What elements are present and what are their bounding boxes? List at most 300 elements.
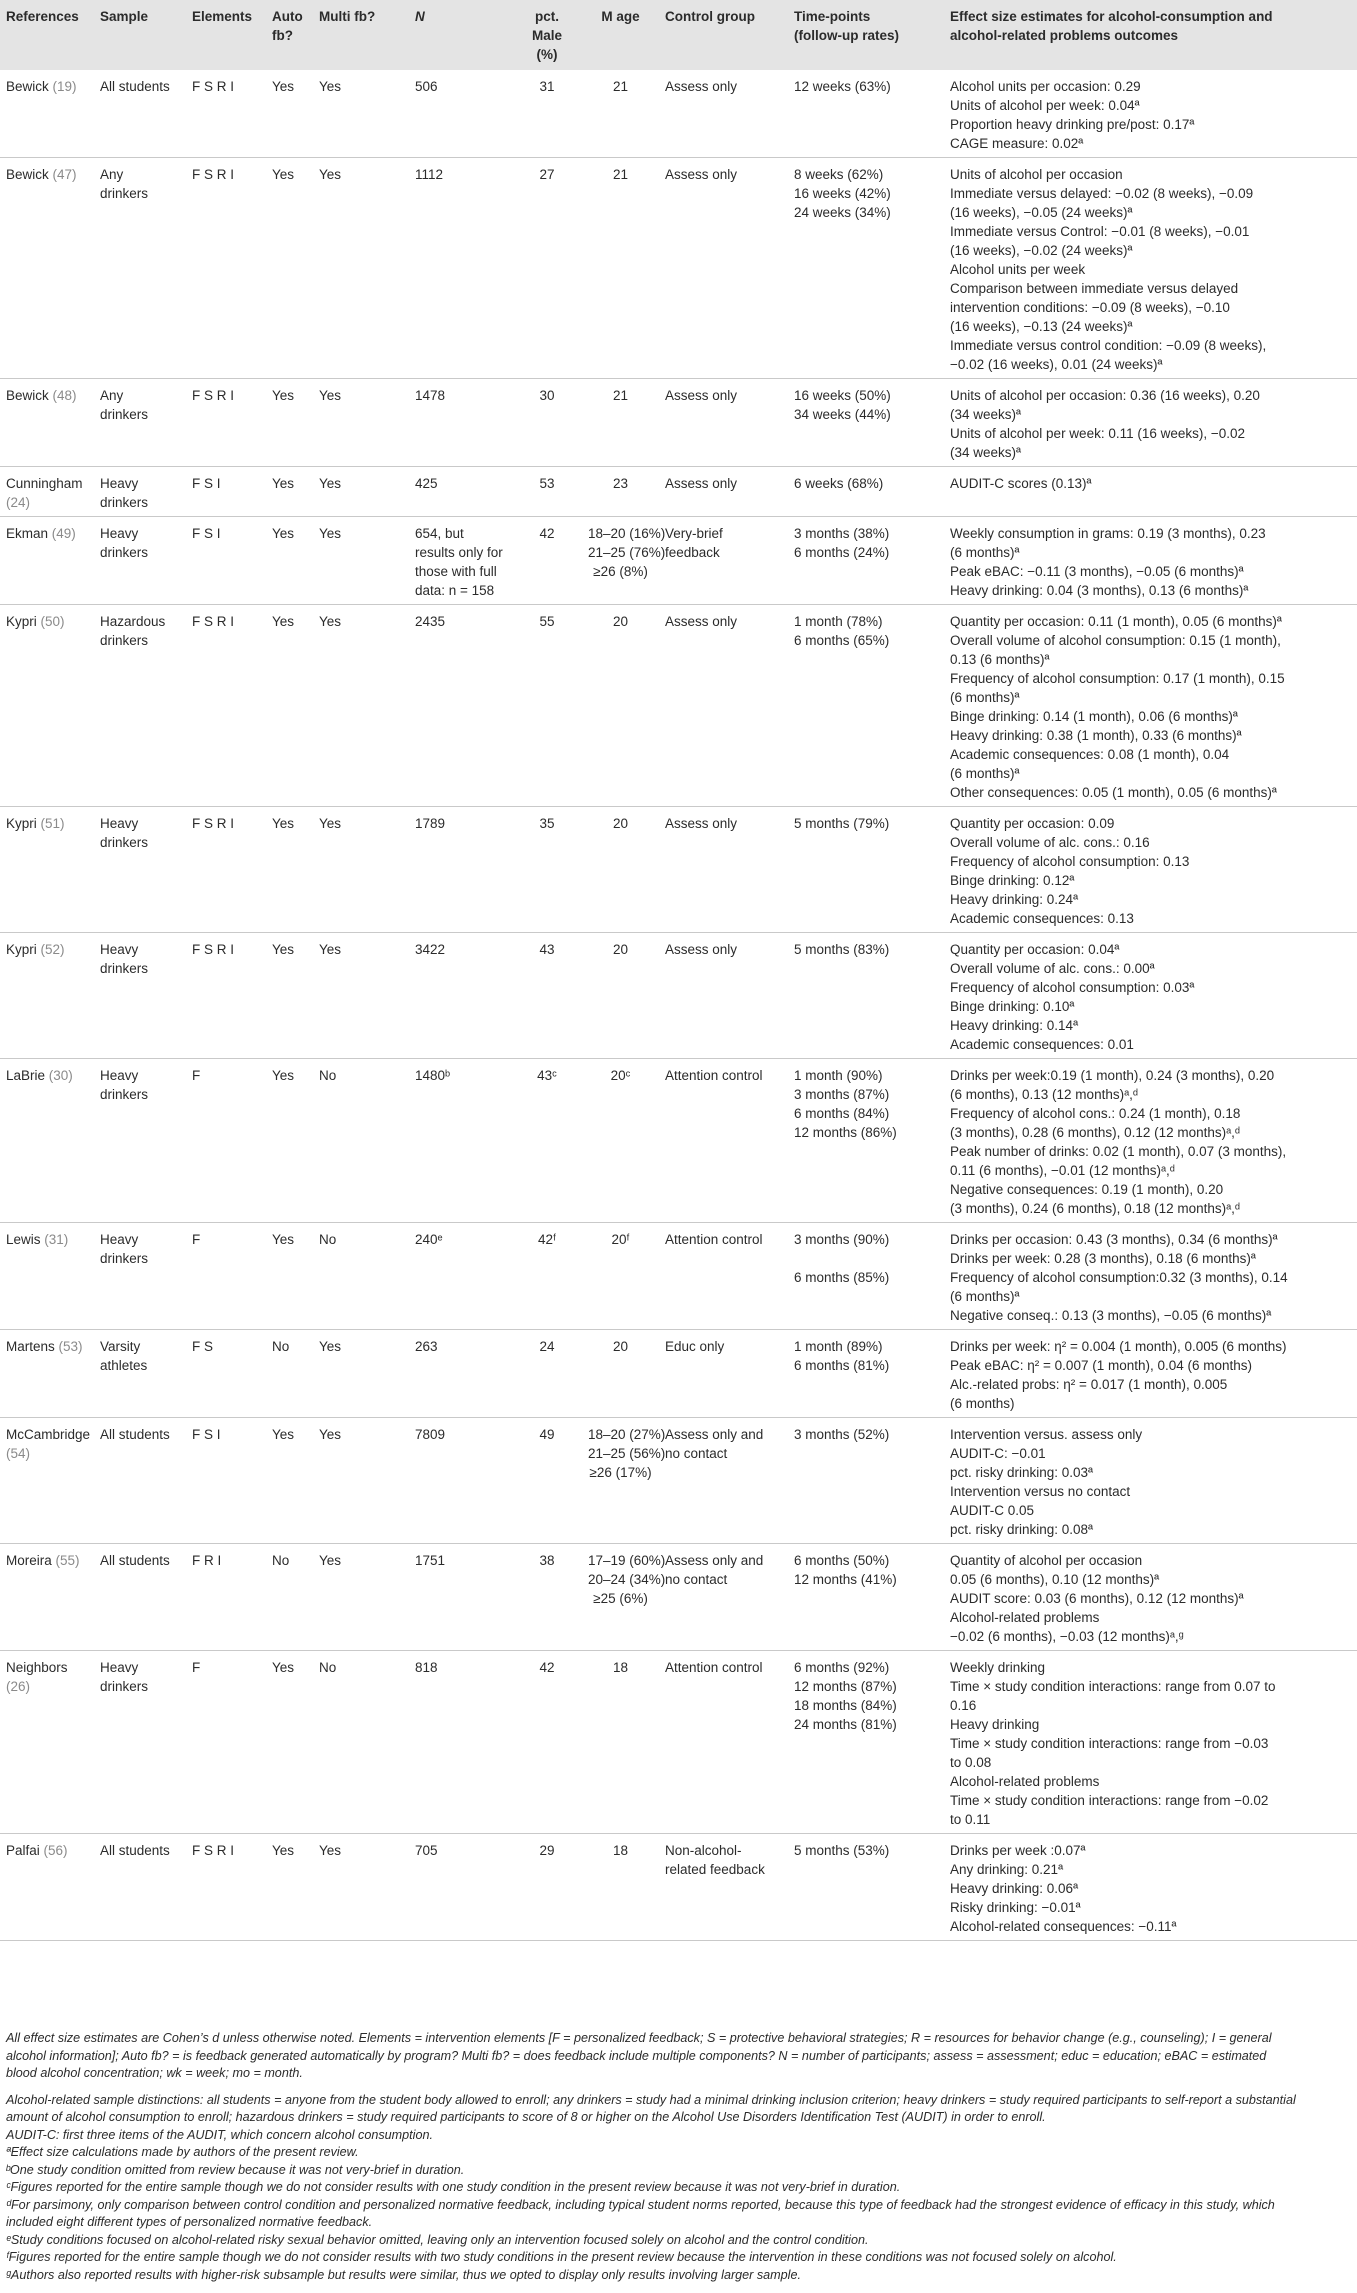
- cell-reference: [0, 517, 94, 605]
- cell-line: Heavy: [100, 476, 139, 491]
- cell-line: 20: [612, 1339, 629, 1354]
- cell-line: 0.13 (6 months)ª: [950, 652, 1050, 667]
- cell-auto-fb: Yes: [266, 517, 313, 605]
- cell-line: (3 months), 0.28 (6 months), 0.12 (12 months)ᵃ,ᵈ: [950, 1125, 1240, 1140]
- col-control-group: Control group: [665, 9, 755, 24]
- cell-line: Immediate versus Control: −0.01 (8 weeks), −0.01: [950, 224, 1250, 239]
- cell-n: [409, 605, 512, 807]
- cell-line: Assess only and: [665, 1553, 764, 1568]
- cell-line: (16 weeks), −0.05 (24 weeks)ª: [950, 205, 1133, 220]
- cell-n: [409, 933, 512, 1059]
- cell-control-group: [659, 807, 788, 933]
- table-row: [0, 1834, 1357, 1941]
- cell-multi-fb: No: [313, 1651, 409, 1834]
- cell-line: 34 weeks (44%): [794, 407, 891, 422]
- cell-control-group: [659, 1330, 788, 1418]
- cell-line: Risky drinking: −0.01ª: [950, 1900, 1081, 1915]
- cell-line: Negative consequences: 0.19 (1 month), 0.20: [950, 1182, 1224, 1197]
- cell-line: Heavy: [100, 816, 139, 831]
- cell-line: Academic consequences: 0.01: [950, 1037, 1134, 1052]
- cell-auto-fb: Yes: [266, 467, 313, 517]
- cell-n: [409, 1059, 512, 1223]
- citation-number[interactable]: (19): [52, 79, 77, 94]
- cell-sample: [94, 1834, 186, 1941]
- cell-m-age: [582, 158, 659, 379]
- cell-m-age: [582, 1330, 659, 1418]
- cell-auto-fb: Yes: [266, 1418, 313, 1544]
- cell-line: drinkers: [100, 407, 149, 422]
- cell-line: 12 months (41%): [794, 1572, 897, 1587]
- col-multi-fb: Multi fb?: [319, 9, 376, 24]
- citation-number[interactable]: (31): [44, 1232, 69, 1247]
- cell-line: Other consequences: 0.05 (1 month), 0.05 (6 months)ª: [950, 785, 1277, 800]
- cell-line: Proportion heavy drinking pre/post: 0.17ª: [950, 117, 1195, 132]
- cell-line: Any drinking: 0.21ª: [950, 1862, 1064, 1877]
- cell-line: 20: [612, 942, 629, 957]
- cell-elements: F S I: [186, 1418, 266, 1544]
- footnote-b: ᵇOne study condition omitted from review because it was not very-brief in duration.: [6, 2162, 465, 2177]
- cell-auto-fb: Yes: [266, 1223, 313, 1330]
- cell-reference: [0, 1418, 94, 1544]
- cell-n: [409, 70, 512, 158]
- cell-reference: [0, 1059, 94, 1223]
- cell-elements: F S R I: [186, 1834, 266, 1941]
- cell-line: 6 months (84%): [794, 1106, 890, 1121]
- cell-line: Quantity per occasion: 0.04ª: [950, 942, 1120, 957]
- cell-line: Heavy: [100, 942, 139, 957]
- table-row: [0, 933, 1357, 1059]
- cell-line: 6 months (24%): [794, 545, 890, 560]
- citation-number[interactable]: (50): [40, 614, 65, 629]
- cell-line: Alcohol-related consequences: −0.11ª: [950, 1919, 1177, 1934]
- cell-reference: [0, 1330, 94, 1418]
- cell-time-points: [788, 1330, 944, 1418]
- cell-line: 1 month (90%): [794, 1068, 883, 1083]
- cell-line: Any: [100, 388, 124, 403]
- cell-line: −0.02 (16 weeks), 0.01 (24 weeks)ª: [950, 357, 1163, 372]
- cell-line: Binge drinking: 0.10ª: [950, 999, 1075, 1014]
- cell-line: 12 months (86%): [794, 1125, 897, 1140]
- cell-effect-sizes: [944, 1834, 1357, 1941]
- cell-n: [409, 1330, 512, 1418]
- cell-line: 0.11 (6 months), −0.01 (12 months)ᵃ,ᵈ: [950, 1163, 1175, 1178]
- footnote-abbreviations: All effect size estimates are Cohen’s d unless otherwise noted. Elements = intervention elements [F = personalized feedback; S = protective behavioral strategies; R = resources for behavior change (e.g., counseling); I = general alcohol information]; Auto fb? = is feedback generated automatically by program? Multi fb? = does feedback include multiple components? N = number of participants; assess = assessment; educ = education; eBAC = estimated blood alcohol concentration; wk = week; mo = month.: [6, 2031, 1272, 2080]
- cell-auto-fb: Yes: [266, 1834, 313, 1941]
- cell-line: Heavy: [100, 526, 139, 541]
- cell-line: Attention control: [665, 1660, 763, 1675]
- cell-line: Heavy drinking: 0.14ª: [950, 1018, 1079, 1033]
- cell-elements: F S R I: [186, 605, 266, 807]
- author-name: Kypri: [6, 614, 37, 629]
- cell-line: 0.16: [950, 1698, 977, 1713]
- cell-line: (6 months)ª: [950, 690, 1020, 705]
- table-row: [0, 70, 1357, 158]
- cell-line: to 0.08: [950, 1755, 992, 1770]
- cell-control-group: [659, 605, 788, 807]
- header-row: [0, 0, 1357, 70]
- cell-line: Alcohol units per week: [950, 262, 1086, 277]
- cell-line: Frequency of alcohol consumption:0.32 (3 months), 0.14: [950, 1270, 1288, 1285]
- author-name: Bewick: [6, 388, 49, 403]
- cell-line: Negative conseq.: 0.13 (3 months), −0.05 (6 months)ª: [950, 1308, 1272, 1323]
- cell-line: those with full: [415, 564, 497, 579]
- cell-line: Attention control: [665, 1232, 763, 1247]
- col-elements: Elements: [192, 9, 253, 24]
- cell-control-group: [659, 1651, 788, 1834]
- cell-line: 2435: [415, 614, 446, 629]
- citation-number[interactable]: (51): [40, 816, 65, 831]
- citation-number[interactable]: (47): [52, 167, 77, 182]
- cell-effect-sizes: [944, 467, 1357, 517]
- table-row: [0, 1223, 1357, 1330]
- cell-effect-sizes: [944, 1651, 1357, 1834]
- cell-line: drinkers: [100, 495, 149, 510]
- author-name: Cunningham: [6, 476, 83, 491]
- cell-line: 425: [415, 476, 438, 491]
- cell-reference: [0, 158, 94, 379]
- cell-line: Peak number of drinks: 0.02 (1 month), 0.07 (3 months),: [950, 1144, 1287, 1159]
- cell-line: (3 months), 0.24 (6 months), 0.18 (12 months)ᵃ,ᵈ: [950, 1201, 1240, 1216]
- cell-line: 20: [612, 614, 629, 629]
- cell-line: Binge drinking: 0.14 (1 month), 0.06 (6 months)ª: [950, 709, 1238, 724]
- cell-n: [409, 379, 512, 467]
- cell-line: Units of alcohol per week: 0.04ª: [950, 98, 1140, 113]
- author-name: Neighbors: [6, 1660, 68, 1675]
- cell-elements: F S I: [186, 467, 266, 517]
- cell-line: Alc.-related probs: η² = 0.017 (1 month), 0.005: [950, 1377, 1228, 1392]
- cell-multi-fb: Yes: [313, 1330, 409, 1418]
- cell-time-points: [788, 1418, 944, 1544]
- table-row: [0, 1059, 1357, 1223]
- cell-line: drinkers: [100, 1251, 149, 1266]
- cell-line: Overall volume of alc. cons.: 0.00ª: [950, 961, 1155, 976]
- cell-elements: F S R I: [186, 379, 266, 467]
- cell-line: (6 months)ª: [950, 1289, 1020, 1304]
- cell-n: [409, 517, 512, 605]
- cell-line: (34 weeks)ª: [950, 445, 1022, 460]
- citation-number[interactable]: (30): [48, 1068, 73, 1083]
- cell-reference: [0, 70, 94, 158]
- cell-time-points: [788, 1223, 944, 1330]
- cell-pct-male: 35: [512, 807, 582, 933]
- cell-multi-fb: Yes: [313, 467, 409, 517]
- cell-control-group: [659, 1059, 788, 1223]
- cell-time-points: [788, 605, 944, 807]
- cell-line: Time × study condition interactions: range from 0.07 to: [950, 1679, 1276, 1694]
- cell-time-points: [788, 1651, 944, 1834]
- cell-line: Units of alcohol per occasion: 0.36 (16 weeks), 0.20: [950, 388, 1260, 403]
- cell-line: Time × study condition interactions: range from −0.03: [950, 1736, 1269, 1751]
- table-body: [0, 70, 1357, 1941]
- footnote-g: ᵍAuthors also reported results with higher-risk subsample but results were similar, thus we opted to display only results involving larger sample.: [6, 2267, 801, 2282]
- cell-line: 1 month (89%): [794, 1339, 883, 1354]
- cell-line: drinkers: [100, 186, 149, 201]
- cell-line: Intervention versus no contact: [950, 1484, 1131, 1499]
- author-name: McCambridge: [6, 1427, 91, 1442]
- table-row: [0, 605, 1357, 807]
- cell-line: 18–20 (27%): [588, 1427, 666, 1442]
- cell-line: 3 months (90%): [794, 1232, 890, 1247]
- cell-multi-fb: Yes: [313, 605, 409, 807]
- cell-n: [409, 467, 512, 517]
- cell-line: Assess only: [665, 614, 738, 629]
- cell-control-group: [659, 517, 788, 605]
- cell-line: 5 months (53%): [794, 1843, 890, 1858]
- cell-line: 1 month (78%): [794, 614, 883, 629]
- cell-line: 20ᶜ: [610, 1068, 631, 1083]
- cell-line: Hazardous: [100, 614, 166, 629]
- author-name: Martens: [6, 1339, 55, 1354]
- cell-sample: [94, 158, 186, 379]
- cell-multi-fb: No: [313, 1223, 409, 1330]
- cell-sample: [94, 1651, 186, 1834]
- cell-line: All students: [100, 1553, 170, 1568]
- cell-pct-male: 42ᶠ: [512, 1223, 582, 1330]
- table-row: [0, 1330, 1357, 1418]
- cell-line: Units of alcohol per occasion: [950, 167, 1123, 182]
- cell-elements: F S I: [186, 517, 266, 605]
- cell-m-age: [582, 1544, 666, 1651]
- cell-line: 5 months (83%): [794, 942, 890, 957]
- cell-multi-fb: Yes: [313, 933, 409, 1059]
- cell-control-group: [659, 467, 788, 517]
- cell-pct-male: 27: [512, 158, 582, 379]
- citation-number[interactable]: (53): [58, 1339, 83, 1354]
- cell-line: 12 weeks (63%): [794, 79, 891, 94]
- cell-effect-sizes: [944, 605, 1357, 807]
- cell-control-group: [659, 1544, 788, 1651]
- cell-n: [409, 1834, 512, 1941]
- cell-n: [409, 1544, 512, 1651]
- cell-pct-male: 43: [512, 933, 582, 1059]
- cell-pct-male: 42: [512, 1651, 582, 1834]
- cell-multi-fb: Yes: [313, 1544, 409, 1651]
- citation-number[interactable]: (49): [51, 526, 76, 541]
- citation-number[interactable]: (48): [52, 388, 77, 403]
- cell-line: results only for: [415, 545, 503, 560]
- cell-line: Heavy drinking: 0.04 (3 months), 0.13 (6 months)ª: [950, 583, 1249, 598]
- cell-line: 5 months (79%): [794, 816, 890, 831]
- cell-line: 17–19 (60%): [588, 1553, 666, 1568]
- cell-line: Heavy: [100, 1068, 139, 1083]
- cell-line: Drinks per week: 0.28 (3 months), 0.18 (6 months)ª: [950, 1251, 1256, 1266]
- cell-pct-male: 49: [512, 1418, 582, 1544]
- cell-line: ≥26 (17%): [589, 1465, 652, 1480]
- cell-line: Attention control: [665, 1068, 763, 1083]
- table-row: [0, 1418, 1357, 1544]
- citation-number[interactable]: (55): [55, 1553, 80, 1568]
- cell-line: All students: [100, 1427, 170, 1442]
- cell-line: (16 weeks), −0.02 (24 weeks)ª: [950, 243, 1133, 258]
- cell-line: 18: [612, 1660, 629, 1675]
- cell-reference: [0, 1834, 94, 1941]
- cell-line: Assess only: [665, 942, 738, 957]
- cell-line: 506: [415, 79, 438, 94]
- cell-line: 21: [612, 388, 629, 403]
- cell-line: drinkers: [100, 633, 149, 648]
- col-m-age: M age: [601, 9, 640, 24]
- cell-control-group: [659, 933, 788, 1059]
- cell-sample: [94, 1544, 186, 1651]
- cell-line: 21: [612, 79, 629, 94]
- cell-line: Drinks per occasion: 0.43 (3 months), 0.34 (6 months)ª: [950, 1232, 1278, 1247]
- cell-multi-fb: Yes: [313, 807, 409, 933]
- cell-pct-male: 42: [512, 517, 582, 605]
- cell-line: 6 months (92%): [794, 1660, 890, 1675]
- cell-line: Assess only: [665, 476, 738, 491]
- cell-line: 0.05 (6 months), 0.10 (12 months)ª: [950, 1572, 1160, 1587]
- cell-effect-sizes: [944, 933, 1357, 1059]
- cell-line: Heavy drinking: 0.24ª: [950, 892, 1079, 907]
- cell-line: Educ only: [665, 1339, 725, 1354]
- cell-control-group: [659, 158, 788, 379]
- cell-line: 3 months (38%): [794, 526, 890, 541]
- cell-line: (6 months)ª: [950, 545, 1020, 560]
- cell-auto-fb: Yes: [266, 379, 313, 467]
- author-name: Moreira: [6, 1553, 52, 1568]
- cell-line: ≥25 (6%): [593, 1591, 648, 1606]
- table-row: [0, 807, 1357, 933]
- cell-sample: [94, 807, 186, 933]
- cell-m-age: [582, 807, 659, 933]
- cell-control-group: [659, 379, 788, 467]
- cell-line: Frequency of alcohol consumption: 0.17 (1 month), 0.15: [950, 671, 1285, 686]
- col-effect-sizes: Effect size estimates for alcohol-consumption and alcohol-related problems outcomes: [950, 9, 1273, 43]
- citation-number[interactable]: (52): [40, 942, 65, 957]
- cell-line: AUDIT-C: −0.01: [950, 1446, 1046, 1461]
- cell-line: data: n = 158: [415, 583, 495, 598]
- col-references: References: [6, 9, 79, 24]
- cell-n: [409, 158, 512, 379]
- cell-line: Non-alcohol-: [665, 1843, 742, 1858]
- cell-pct-male: 30: [512, 379, 582, 467]
- cell-line: 705: [415, 1843, 438, 1858]
- cell-line: 20: [612, 816, 629, 831]
- cell-pct-male: 43ᶜ: [512, 1059, 582, 1223]
- cell-line: 21: [612, 167, 629, 182]
- cell-m-age: [582, 1059, 659, 1223]
- cell-line: 20–24 (34%): [588, 1572, 666, 1587]
- cell-line: Peak eBAC: −0.11 (3 months), −0.05 (6 months)ª: [950, 564, 1244, 579]
- cell-line: 1751: [415, 1553, 446, 1568]
- cell-line: 21–25 (76%): [588, 545, 666, 560]
- cell-m-age: [582, 517, 666, 605]
- cell-line: Quantity per occasion: 0.09: [950, 816, 1115, 831]
- cell-line: no contact: [665, 1446, 728, 1461]
- cell-m-age: [582, 933, 659, 1059]
- cell-auto-fb: Yes: [266, 158, 313, 379]
- cell-line: 24 weeks (34%): [794, 205, 891, 220]
- cell-line: 8 weeks (62%): [794, 167, 884, 182]
- cell-line: ≥26 (8%): [593, 564, 648, 579]
- cell-line: 1789: [415, 816, 446, 831]
- col-sample: Sample: [100, 9, 149, 24]
- cell-n: [409, 1418, 512, 1544]
- citation-number[interactable]: (24): [6, 495, 31, 510]
- cell-line: Heavy drinking: 0.38 (1 month), 0.33 (6 months)ª: [950, 728, 1242, 743]
- cell-line: −0.02 (6 months), −0.03 (12 months)ᵃ,ᵍ: [950, 1629, 1184, 1644]
- cell-auto-fb: Yes: [266, 807, 313, 933]
- cell-m-age: [582, 605, 659, 807]
- author-name: Lewis: [6, 1232, 41, 1247]
- cell-time-points: [788, 933, 944, 1059]
- cell-line: 6 months (65%): [794, 633, 890, 648]
- cell-line: 6 weeks (68%): [794, 476, 884, 491]
- cell-line: Immediate versus control condition: −0.09 (8 weeks),: [950, 338, 1267, 353]
- cell-line: (16 weeks), −0.13 (24 weeks)ª: [950, 319, 1133, 334]
- footnote-f: ᶠFigures reported for the entire sample though we do not consider results with two study conditions in the present review because the intervention in these conditions was not focused solely on alcohol.: [6, 2250, 1117, 2264]
- cell-line: 1112: [415, 167, 444, 182]
- cell-line: drinkers: [100, 961, 149, 976]
- col-auto-fb: Auto fb?: [272, 9, 303, 43]
- cell-line: Heavy drinking: 0.06ª: [950, 1881, 1079, 1896]
- cell-line: Overall volume of alc. cons.: 0.16: [950, 835, 1150, 850]
- citation-number[interactable]: (56): [43, 1843, 68, 1858]
- cell-effect-sizes: [944, 1418, 1357, 1544]
- cell-line: 3422: [415, 942, 446, 957]
- cell-multi-fb: Yes: [313, 1834, 409, 1941]
- cell-sample: [94, 70, 186, 158]
- cell-line: feedback: [665, 545, 720, 560]
- cell-multi-fb: Yes: [313, 158, 409, 379]
- cell-multi-fb: Yes: [313, 517, 409, 605]
- cell-line: (6 months): [950, 1396, 1015, 1411]
- cell-line: 818: [415, 1660, 438, 1675]
- footnote-sample-distinctions: Alcohol-related sample distinctions: all students = anyone from the student body allowed to enroll; any drinkers = study had a minimal drinking inclusion criterion; heavy drinkers = study required participants to self-report a substantial amount of alcohol consumption to enroll; hazardous drinkers = study required participants to score of 8 or higher on the Alcohol Use Disorders Identification Test (AUDIT) in order to enroll.: [6, 2092, 1296, 2124]
- cell-pct-male: 31: [512, 70, 582, 158]
- cell-line: Peak eBAC: η² = 0.007 (1 month), 0.04 (6 months): [950, 1358, 1253, 1373]
- cell-reference: [0, 1651, 94, 1834]
- citation-number[interactable]: (54): [6, 1446, 31, 1461]
- cell-line: drinkers: [100, 1679, 149, 1694]
- cell-line: related feedback: [665, 1862, 765, 1877]
- cell-auto-fb: Yes: [266, 933, 313, 1059]
- footnote-notes: [6, 2144, 1351, 2284]
- cell-line: 1480ᵇ: [415, 1068, 451, 1083]
- cell-line: Immediate versus delayed: −0.02 (8 weeks), −0.09: [950, 186, 1254, 201]
- cell-auto-fb: Yes: [266, 605, 313, 807]
- cell-line: (34 weeks)ª: [950, 407, 1022, 422]
- cell-time-points: [788, 467, 944, 517]
- cell-line: Weekly drinking: [950, 1660, 1046, 1675]
- cell-line: Assess only and: [665, 1427, 764, 1442]
- cell-multi-fb: Yes: [313, 70, 409, 158]
- cell-effect-sizes: [944, 807, 1357, 933]
- author-name: Kypri: [6, 942, 37, 957]
- cell-sample: [94, 1223, 186, 1330]
- cell-elements: F S R I: [186, 807, 266, 933]
- cell-control-group: [659, 1834, 788, 1941]
- cell-line: 240ᵉ: [415, 1232, 443, 1247]
- cell-m-age: [582, 1418, 666, 1544]
- cell-line: 654, but: [415, 526, 464, 541]
- cell-pct-male: 53: [512, 467, 582, 517]
- cell-line: 24 months (81%): [794, 1717, 897, 1732]
- cell-control-group: [659, 1223, 788, 1330]
- cell-line: CAGE measure: 0.02ª: [950, 136, 1084, 151]
- citation-number[interactable]: (26): [6, 1679, 31, 1694]
- cell-sample: [94, 467, 186, 517]
- cell-sample: [94, 605, 186, 807]
- footnote-c: ᶜFigures reported for the entire sample though we do not consider results with one study condition in the present review because it was not very-brief in duration.: [6, 2180, 901, 2194]
- cell-elements: F S R I: [186, 70, 266, 158]
- cell-elements: F: [186, 1223, 266, 1330]
- cell-time-points: [788, 1834, 944, 1941]
- cell-line: 6 months (85%): [794, 1270, 890, 1285]
- cell-time-points: [788, 70, 944, 158]
- cell-line: Assess only: [665, 167, 738, 182]
- cell-multi-fb: Yes: [313, 1418, 409, 1544]
